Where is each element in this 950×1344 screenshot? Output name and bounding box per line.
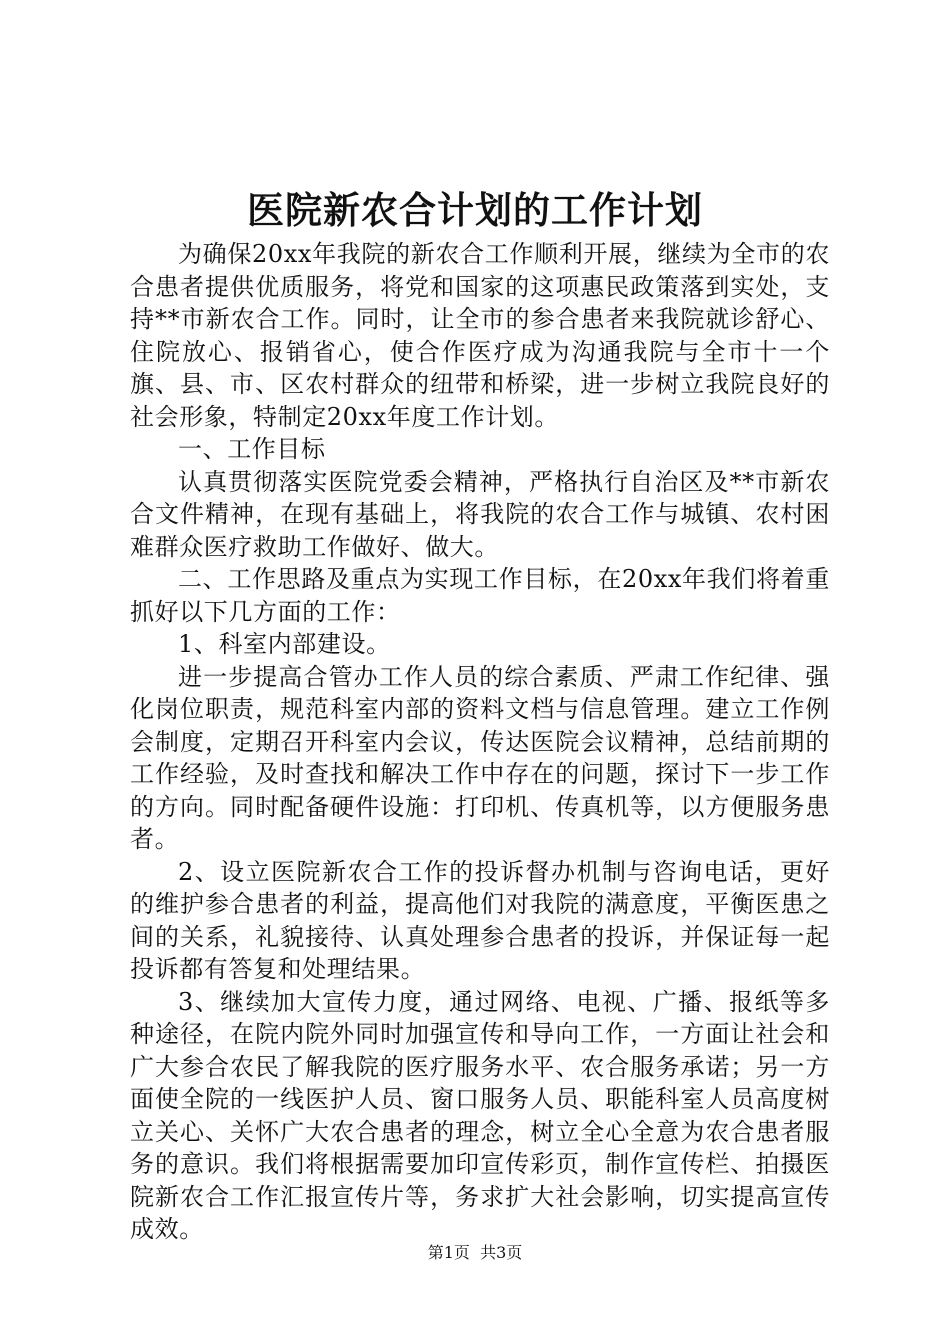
paragraph-work-goals: 认真贯彻落实医院党委会精神，严格执行自治区及**市新农合文件精神，在现有基础上，将我院的农合工作与城镇、农村困难群众医疗救助工作做好、做大。 — [130, 467, 830, 561]
paragraph-item-1: 进一步提高合管办工作人员的综合素质、严肃工作纪律、强化岗位职责，规范科室内部的资料文档与信息管理。建立工作例会制度，定期召开科室内会议，传达医院会议精神，总结前期的工作经验，及时查找和解决工作中存在的问题，探讨下一步工作的方向。同时配备硬件设施：打印机、传真机等，以方便服务患者。 — [130, 662, 830, 853]
paragraph-item-2: 2、设立医院新农合工作的投诉督办机制与咨询电话，更好的维护参合患者的利益，提高他们对我院的满意度，平衡医患之间的关系，礼貌接待、认真处理参合患者的投诉，并保证每一起投诉都有答复和处理结果。 — [130, 857, 830, 983]
page-footer: 第1页 共3页 — [427, 1243, 523, 1262]
document-body — [130, 238, 830, 1246]
heading-item-1: 1、科室内部建设。 — [178, 630, 391, 658]
heading-work-ideas: 二、工作思路及重点为实现工作目标，在20xx年我们将着重抓好以下几方面的工作： — [130, 565, 830, 626]
paragraph-item-3: 3、继续加大宣传力度，通过网络、电视、广播、报纸等多种途径，在院内院外同时加强宣传和导向工作，一方面让社会和广大参合农民了解我院的医疗服务水平、农合服务承诺；另一方面使全院的一线医护人员、窗口服务人员、职能科室人员高度树立关心、关怀广大农合患者的理念，树立全心全意为农合患者服务的意识。我们将根据需要加印宣传彩页，制作宣传栏、拍摄医院新农合工作汇报宣传片等，务求扩大社会影响，切实提高宣传成效。 — [130, 987, 830, 1243]
paragraph-intro: 为确保20xx年我院的新农合工作顺利开展，继续为全市的农合患者提供优质服务，将党和国家的这项惠民政策落到实处，支持**市新农合工作。同时，让全市的参合患者来我院就诊舒心、住院放心、报销省心，使合作医疗成为沟通我院与全市十一个旗、县、市、区农村群众的纽带和桥梁，进一步树立我院良好的社会形象，特制定20xx年度工作计划。 — [130, 240, 830, 431]
document-title: 医院新农合计划的工作计划 — [247, 188, 703, 232]
heading-work-goals: 一、工作目标 — [178, 435, 326, 463]
